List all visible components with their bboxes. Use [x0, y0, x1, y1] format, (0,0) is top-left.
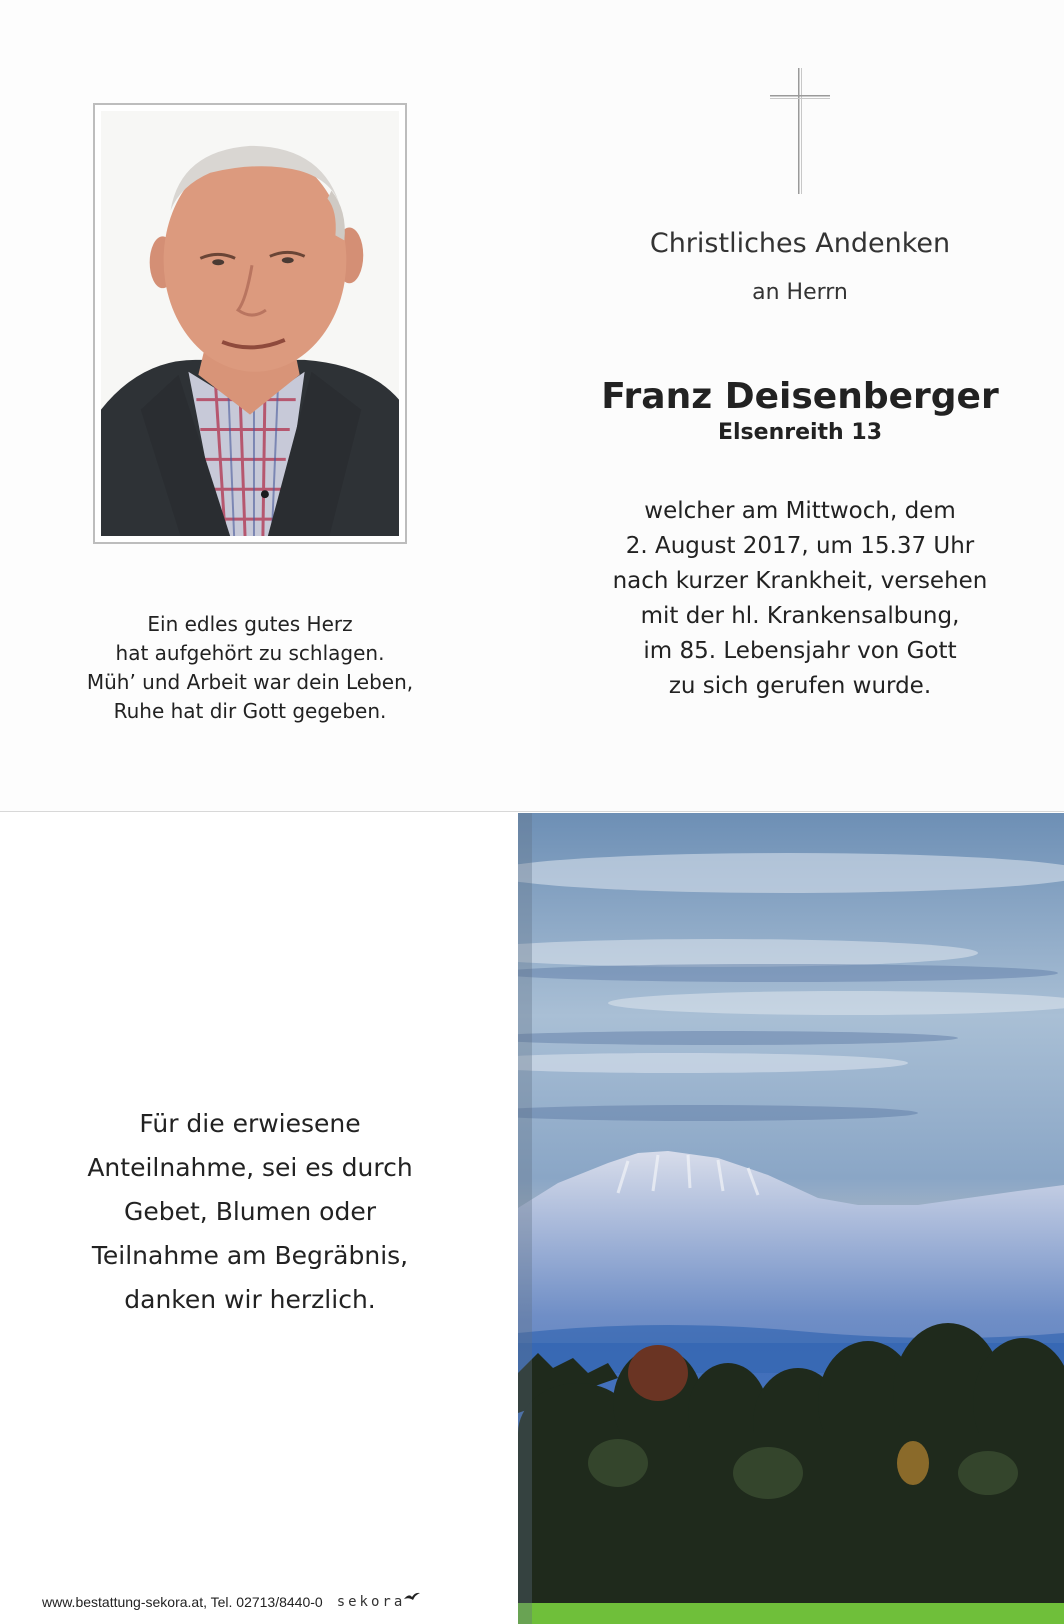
footer-contact: www.bestattung-sekora.at, Tel. 02713/8440-0	[42, 1594, 323, 1610]
thanks-line: Anteilnahme, sei es durch	[87, 1153, 413, 1182]
verse-line: hat aufgehört zu schlagen.	[115, 641, 385, 665]
bird-icon	[403, 1591, 421, 1603]
portrait-photo	[101, 111, 399, 536]
deceased-name: Franz Deisenberger	[601, 376, 999, 417]
landscape-photo	[518, 813, 1064, 1624]
funeral-home-footer	[42, 1591, 502, 1613]
footer-brand: sekora	[336, 1594, 406, 1610]
verse-line: Müh’ und Arbeit war dein Leben,	[86, 670, 414, 694]
death-notice-line: zu sich gerufen wurde.	[668, 673, 932, 699]
portrait-frame	[93, 103, 407, 544]
memorial-heading: Christliches Andenken	[649, 228, 951, 259]
thanks-line: Teilnahme am Begräbnis,	[91, 1241, 409, 1270]
death-notice-line: welcher am Mittwoch, dem	[644, 498, 956, 524]
deceased-address: Elsenreith 13	[717, 420, 882, 445]
fold-line	[0, 811, 1064, 812]
verse-line: Ein edles gutes Herz	[147, 612, 353, 636]
death-notice	[580, 494, 1020, 704]
verse-line: Ruhe hat dir Gott gegeben.	[113, 699, 387, 723]
death-notice-line: 2. August 2017, um 15.37 Uhr	[625, 533, 975, 559]
thanks-message	[60, 1102, 440, 1322]
death-notice-line: im 85. Lebensjahr von Gott	[643, 638, 957, 664]
memorial-verse	[60, 610, 440, 726]
death-notice-line: nach kurzer Krankheit, versehen	[612, 568, 988, 594]
thanks-line: Gebet, Blumen oder	[124, 1197, 376, 1226]
thanks-line: danken wir herzlich.	[124, 1285, 376, 1314]
thanks-line: Für die erwiesene	[139, 1109, 361, 1138]
death-notice-line: mit der hl. Krankensalbung,	[640, 603, 960, 629]
memorial-subheading: an Herrn	[752, 280, 848, 305]
cross-icon	[770, 68, 830, 194]
